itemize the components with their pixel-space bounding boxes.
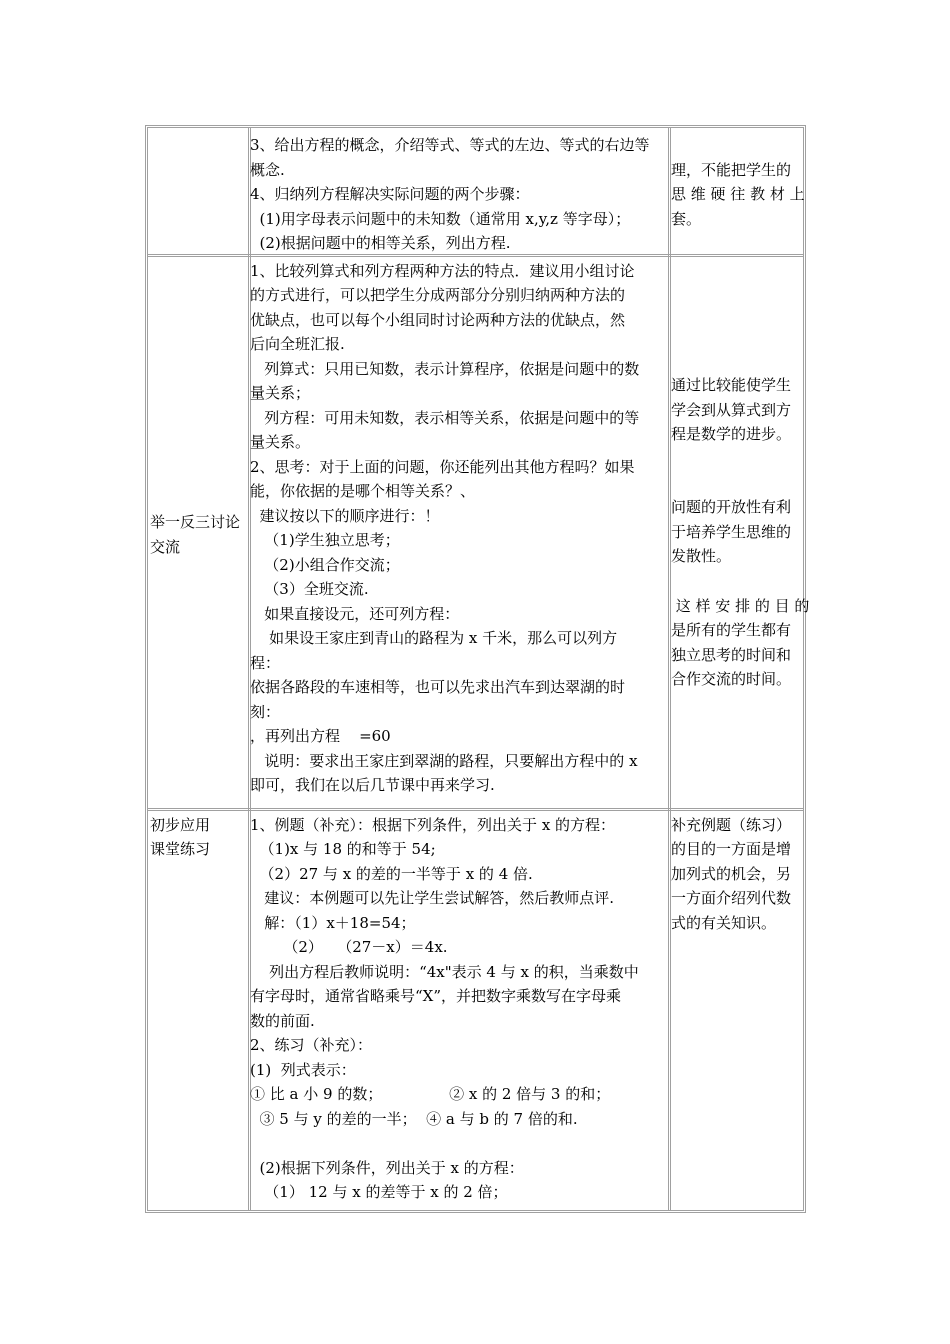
text-line: 有字母时，通常省略乘号“X”，并把数字乘数写在字母乘 [250,987,622,1005]
text-line: 4、归纳列方程解决实际问题的两个步骤： [250,185,530,203]
text-line: 如果设王家庄到青山的路程为 x 千米，那么可以列方 [250,629,618,647]
text-line: （1） 12 与 x 的差等于 x 的 2 倍； [250,1183,508,1201]
text-line: 解：（1）x＋18=54； [250,914,416,932]
text-line: 独立思考的时间和 [671,646,792,664]
text-line: 依据各路段的车速相等，也可以先求出汽车到达翠湖的时 [250,678,626,696]
table-row [148,128,803,254]
text-line: 程： [250,654,281,672]
text-line: ，再列出方程 =60 [250,727,391,745]
section-label: 初步应用 [150,816,211,834]
text-line: 即可，我们在以后几节课中再来学习. [250,776,495,794]
text-line: 式的有关知识。 [671,914,777,932]
text-line: 问题的开放性有利 [671,498,792,516]
text-line: (2)根据下列条件，列出关于 x 的方程： [250,1159,524,1177]
text-line: （1)学生独立思考； [250,531,400,549]
text-line: 发散性。 [671,547,732,565]
text-line: 通过比较能使学生 [671,376,792,394]
text-line: (1) 列式表示： [250,1061,356,1079]
text-line: 是所有的学生都有 [671,621,792,639]
text-line: 一方面介绍列代数 [671,889,792,907]
text-line: 量关系。 [250,433,311,451]
text-line: 如果直接设元，还可列方程： [250,605,460,623]
lesson-plan-table [145,125,810,1213]
text-line: 理，不能把学生的 [671,161,792,179]
text-line: ③ 5 与 y 的差的一半； ④ a 与 b 的 7 倍的和. [250,1110,578,1128]
text-line: ① 比 a 小 9 的数； ② x 的 2 倍与 3 的和； [250,1085,611,1103]
text-line: 刻： [250,703,281,721]
text-line: 建议按以下的顺序进行：！ [250,507,440,525]
text-line: 3、给出方程的概念，介绍等式、等式的左边、等式的右边等 [250,136,650,154]
table-row [148,811,803,1211]
text-line: 补充例题（练习） [671,816,792,834]
text-line: 加列式的机会，另 [671,865,792,883]
text-line: (2)根据问题中的相等关系，列出方程. [250,234,511,252]
text-line: 的目的一方面是增 [671,840,792,858]
section-label: 交流 [150,538,181,556]
text-line: (1)用字母表示问题中的未知数（通常用 x,y,z 等字母）； [250,210,631,228]
text-line: 这 样 安 排 的 目 的 [671,597,810,615]
text-line: 套。 [671,210,702,228]
text-line: 2、练习（补充）： [250,1036,373,1054]
text-line: 1、例题（补充）：根据下列条件，列出关于 x 的方程： [250,816,616,834]
text-line: 概念. [250,161,285,179]
text-line: 2、思考：对于上面的问题，你还能列出其他方程吗？如果 [250,458,635,476]
text-line: 程是数学的进步。 [671,425,792,443]
text-line: 量关系； [250,384,311,402]
section-label: 课堂练习 [150,840,211,858]
text-line: （2） （27－x）＝4x. [250,938,448,956]
text-line: （2)小组合作交流； [250,556,400,574]
text-line: 数的前面. [250,1012,315,1030]
text-line: （3）全班交流. [250,580,369,598]
section-label: 举一反三讨论 [150,513,241,531]
text-line: （2）27 与 x 的差的一半等于 x 的 4 倍. [250,865,533,883]
text-line: 思 维 硬 往 教 材 上 [671,185,805,203]
text-line: 优缺点，也可以每个小组同时讨论两种方法的优缺点，然 [250,311,626,329]
text-line: 的方式进行，可以把学生分成两部分分别归纳两种方法的 [250,286,626,304]
table-row [148,257,810,808]
text-line: 1、比较列算式和列方程两种方法的特点．建议用小组讨论 [250,262,635,280]
text-line: 于培养学生思维的 [671,523,792,541]
text-line: 能，你依据的是哪个相等关系？、 [250,482,476,500]
text-line: 学会到从算式到方 [671,401,792,419]
text-line: 后向全班汇报. [250,335,345,353]
text-line: 列算式：只用已知数，表示计算程序，依据是问题中的数 [250,360,640,378]
text-line: 列出方程后教师说明：“4x"表示 4 与 x 的积，当乘数中 [250,963,639,981]
text-line: （1)x 与 18 的和等于 54; [250,840,436,858]
text-line: 建议：本例题可以先让学生尝试解答，然后教师点评. [250,889,615,907]
text-line: 列方程：可用未知数，表示相等关系，依据是问题中的等 [250,409,640,427]
text-line: 合作交流的时间。 [671,670,792,688]
text-line: 说明：要求出王家庄到翠湖的路程，只要解出方程中的 x [250,752,638,770]
